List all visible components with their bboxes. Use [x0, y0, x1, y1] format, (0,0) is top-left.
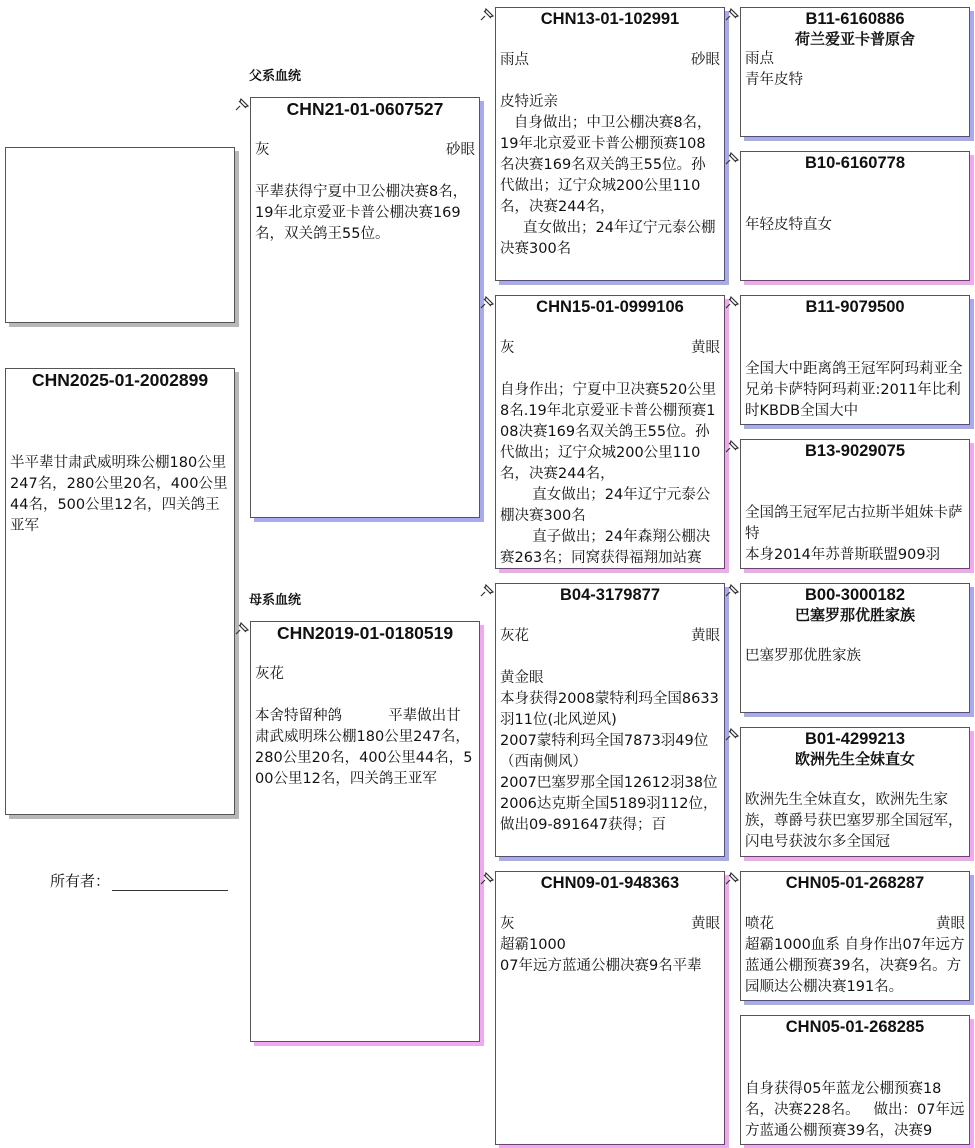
dd-color: 灰: [500, 916, 515, 932]
sss-loft: 荷兰爱亚卡普原舍: [794, 30, 915, 48]
pushpin-icon[interactable]: [724, 439, 740, 455]
dam-notes: 本舍特留种鸽 平辈做出甘肃武威明珠公棚180公里247名，280公里20名，400公里44名，500公里12名，四关鸽王亚军: [255, 708, 473, 787]
dam-color: 灰花: [255, 666, 284, 682]
dss-card[interactable]: [740, 583, 970, 713]
dds-ring: CHN05-01-268287: [785, 874, 925, 892]
owner-label: 所有者：: [50, 872, 111, 890]
dss-notes: 巴塞罗那优胜家族: [745, 648, 861, 664]
dd-notes: 超霸1000 07年远方蓝通公棚决赛9名平辈: [500, 937, 702, 974]
ddd-notes: 自身获得05年蓝龙公棚预赛18名，决赛228名。 做出：07年远方蓝通公棚预赛39名，决赛9: [745, 1081, 965, 1139]
sds-ring: B11-9079500: [805, 298, 905, 316]
dds-color: 喷花: [745, 916, 774, 932]
sd-color: 灰: [500, 340, 515, 356]
ss-ring: CHN13-01-102991: [540, 10, 680, 28]
dss-loft: 巴塞罗那优胜家族: [794, 606, 915, 624]
sdd-ring: B13-9029075: [805, 442, 905, 460]
pushpin-icon[interactable]: [479, 583, 495, 599]
sd-notes: 自身作出；宁夏中卫决赛520公里8名.19年北京爱亚卡普公棚预赛108决赛169名双关鸽王55位。孙代做出；辽宁众城200公里110名，决赛244名， 直女做出；24年辽宁元泰公棚决赛300名 直子做出；24年森翔公棚决赛263名；同窝获得福翔加站赛: [500, 382, 717, 566]
sds-card[interactable]: [740, 295, 970, 425]
ss-color: 雨点: [500, 52, 529, 68]
subject-ring: CHN2025-01-2002899: [31, 370, 209, 390]
sd-eye: 黄眼: [691, 340, 720, 356]
ddd-ring: CHN05-01-268285: [785, 1018, 925, 1036]
dds-card[interactable]: [740, 871, 970, 1001]
dds-notes: 超霸1000血系 自身作出07年远方蓝通公棚预赛39名，决赛9名。方园顺达公棚决赛191名。: [745, 937, 965, 995]
sdd-card[interactable]: [740, 439, 970, 569]
dam-line-label: 母系血统: [249, 593, 302, 608]
pushpin-icon[interactable]: [724, 151, 740, 167]
ss-notes: 皮特近亲 自身做出；中卫公棚决赛8名，19年北京爱亚卡普公棚预赛108名决赛169名双关鸽王55位。孙代做出；辽宁众城200公里110名，决赛244名， 直女做出；24年辽宁元泰公棚决赛300名: [500, 94, 716, 257]
ddd-card[interactable]: [740, 1015, 970, 1145]
pushpin-icon[interactable]: [234, 621, 250, 637]
photo-frame[interactable]: [5, 147, 235, 323]
owner-field: [50, 870, 228, 891]
ssd-notes: 年轻皮特直女: [745, 217, 832, 233]
sss-notes: 青年皮特: [745, 72, 803, 88]
dds-eye: 黄眼: [936, 916, 965, 932]
ssd-ring: B10-6160778: [805, 154, 905, 172]
sd-ring: CHN15-01-0999106: [536, 298, 684, 316]
dam-card[interactable]: [250, 621, 480, 1042]
sire-color: 灰: [255, 142, 270, 158]
dsd-card[interactable]: [740, 727, 970, 857]
pushpin-icon[interactable]: [724, 727, 740, 743]
ssd-card[interactable]: [740, 151, 970, 281]
subject-card[interactable]: [5, 368, 235, 815]
dd-ring: CHN09-01-948363: [540, 874, 680, 892]
subject-notes: 半平辈甘肃武威明珠公棚180公里247名，280公里20名，400公里44名，500公里12名，四关鸽王亚军: [10, 455, 228, 534]
dsd-ring: B01-4299213: [805, 730, 905, 748]
dam-sire-card[interactable]: [495, 583, 725, 857]
sss-color: 雨点: [745, 51, 774, 67]
ds-notes: 黄金眼 本身获得2008蒙特利玛全国8633羽11位(北风逆风) 2007蒙特利玛全国7873羽49位（西南侧风） 2007巴塞罗那全国12612羽38位 2006达克斯全国5189羽112位，做出09-891647获得；百: [500, 670, 719, 833]
pushpin-icon[interactable]: [479, 295, 495, 311]
sire-notes: 平辈获得宁夏中卫公棚决赛8名， 19年北京爱亚卡普公棚决赛169名，双关鸽王55位。: [255, 184, 468, 242]
sds-notes: 全国大中距离鸽王冠军阿玛莉亚全兄弟卡萨特阿玛莉亚:2011年比利时KBDB全国大中: [745, 361, 963, 419]
sire-line-label: 父系血统: [249, 69, 302, 84]
owner-line[interactable]: [112, 876, 228, 891]
pushpin-icon[interactable]: [724, 583, 740, 599]
dsd-notes: 欧洲先生全妹直女，欧洲先生家族，尊爵号获巴塞罗那全国冠军，闪电号获波尔多全国冠: [745, 792, 963, 850]
sire-card[interactable]: [250, 97, 480, 518]
sire-sire-card[interactable]: [495, 7, 725, 281]
dd-eye: 黄眼: [691, 916, 720, 932]
dam-dam-card[interactable]: [495, 871, 725, 1145]
pushpin-icon[interactable]: [479, 871, 495, 887]
sire-dam-card[interactable]: [495, 295, 725, 569]
ds-eye: 黄眼: [691, 628, 720, 644]
dss-ring: B00-3000182: [805, 586, 905, 604]
pushpin-icon[interactable]: [724, 871, 740, 887]
dsd-loft: 欧洲先生全妹直女: [794, 750, 915, 768]
sdd-notes: 全国鸽王冠军尼古拉斯半姐妹卡萨特 本身2014年苏普斯联盟909羽: [745, 505, 963, 563]
sss-ring: B11-6160886: [805, 10, 905, 28]
ds-color: 灰花: [500, 628, 529, 644]
ds-ring: B04-3179877: [560, 586, 660, 604]
sire-ring: CHN21-01-0607527: [286, 99, 444, 119]
pushpin-icon[interactable]: [479, 7, 495, 23]
dam-ring: CHN2019-01-0180519: [276, 623, 454, 643]
sss-card[interactable]: [740, 7, 970, 137]
ss-eye: 砂眼: [691, 52, 720, 68]
pushpin-icon[interactable]: [234, 97, 250, 113]
pushpin-icon[interactable]: [724, 7, 740, 23]
sire-eye: 砂眼: [446, 142, 475, 158]
pushpin-icon[interactable]: [724, 295, 740, 311]
